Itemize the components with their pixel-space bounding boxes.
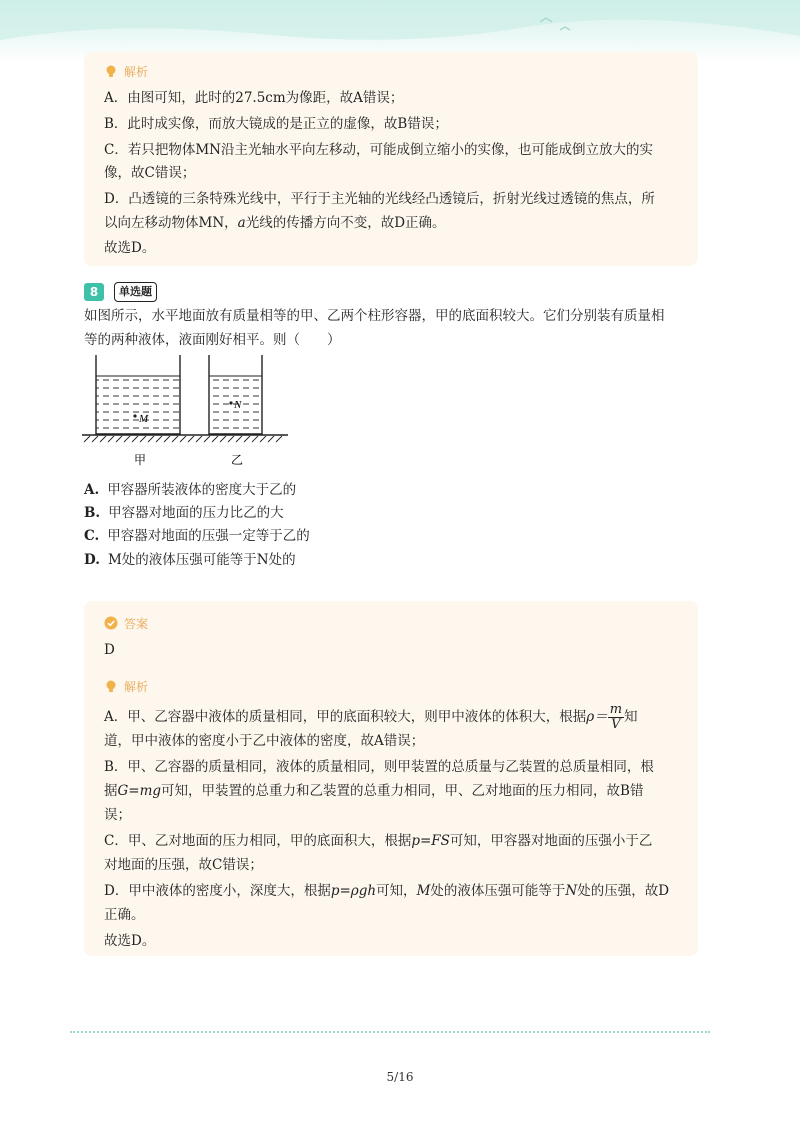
answer-card-q8 <box>84 601 698 956</box>
lightbulb-icon <box>104 679 118 693</box>
text-segment: 处的液体压强可能等于 <box>430 883 566 899</box>
option-a[interactable] <box>84 480 296 500</box>
option-c[interactable] <box>84 526 310 546</box>
option-text: 甲容器对地面的压强一定等于乙的 <box>107 528 310 544</box>
label-n: N <box>234 399 242 411</box>
text-segment: 处的压强，故D <box>577 883 670 899</box>
text-segment: A．甲、乙容器中液体的质量相同，甲的底面积较大，则甲中液体的体积大，根据 <box>104 709 587 725</box>
ground-hatch <box>84 436 282 442</box>
text-segment: C．甲、乙对地面的压力相同，甲的底面积大，根据 <box>104 833 412 849</box>
variable: M <box>416 883 431 899</box>
option-text: 甲容器对地面的压力比乙的大 <box>108 505 284 521</box>
analysis-line: B．甲、乙容器的质量相同，液体的质量相同，则甲装置的总质量与乙装置的总质量相同，根 <box>104 759 654 775</box>
answer-value: D <box>104 642 115 658</box>
text-segment: 可知，甲装置的总重力和乙装置的总重力相同，甲、乙对地面的压力相同，故B错 <box>161 783 644 799</box>
label-m: M <box>139 413 149 425</box>
option-key: A. <box>84 482 100 498</box>
analysis-heading <box>104 61 148 81</box>
answer-label: 答案 <box>124 616 149 631</box>
point-m <box>133 414 136 417</box>
conclusion-line: 故选D。 <box>104 240 156 256</box>
variable: N <box>565 883 578 899</box>
analysis-line: B．此时成实像，而放大镜成的是正立的虚像，故B错误； <box>104 116 448 132</box>
question-stem: 如图所示，水平地面放有质量相等的甲、乙两个柱形容器，甲的底面积较大。它们分别装有质量相 <box>84 308 665 324</box>
page-number: 5/16 <box>386 1070 414 1084</box>
option-key: C. <box>84 528 100 544</box>
analysis-label: 解析 <box>124 64 149 79</box>
text-segment: 光线的传播方向不变，故D正确。 <box>245 215 446 231</box>
answer-heading <box>104 613 148 633</box>
liquid-left <box>96 376 180 434</box>
analysis-line: 正确。 <box>104 907 145 923</box>
footer-divider <box>70 1031 710 1033</box>
label-yi: 乙 <box>231 453 244 467</box>
analysis-line: 像，故C错误； <box>104 165 196 181</box>
analysis-line <box>104 213 446 233</box>
question-type-tag: 单选题 <box>114 282 157 302</box>
containers-figure <box>82 352 292 467</box>
option-b[interactable] <box>84 503 284 523</box>
question-stem: 等的两种液体，液面刚好相平。则（ ） <box>84 332 341 348</box>
analysis-line <box>104 881 669 901</box>
analysis-line: 误； <box>104 807 131 823</box>
conclusion-line: 故选D。 <box>104 933 156 949</box>
text-segment: D．甲中液体的密度小，深度大，根据 <box>104 883 331 899</box>
analysis-line <box>104 703 638 732</box>
text-segment: 可知， <box>376 883 417 899</box>
fraction-numerator: m <box>609 702 623 717</box>
formula: p=ρgh <box>330 883 377 899</box>
text-segment: 据 <box>104 783 118 799</box>
option-text: M处的液体压强可能等于N处的 <box>107 552 296 568</box>
analysis-line <box>104 781 643 801</box>
option-key: B. <box>84 505 101 521</box>
lightbulb-icon <box>104 64 118 78</box>
analysis-label: 解析 <box>124 679 149 694</box>
option-d[interactable] <box>84 550 296 570</box>
fraction-denominator: V <box>611 717 621 732</box>
formula: ρ＝ <box>586 709 608 725</box>
option-text: 甲容器所装液体的密度大于乙的 <box>107 482 297 498</box>
analysis-line: C．若只把物体MN沿主光轴水平向左移动，可能成倒立缩小的实像，也可能成倒立放大的实 <box>104 142 653 158</box>
point-n <box>229 401 232 404</box>
analysis-line: 道，甲中液体的密度小于乙中液体的密度，故A错误； <box>104 733 425 749</box>
check-circle-icon <box>104 616 118 630</box>
fraction-m-over-v <box>608 703 624 732</box>
text-segment: 知 <box>624 709 638 725</box>
option-key: D. <box>84 552 100 568</box>
analysis-line: A．由图可知，此时的27.5cm为像距，故A错误； <box>104 90 404 106</box>
text-segment: 以向左移动物体MN， <box>104 215 238 231</box>
text-segment: 可知，甲容器对地面的压强小于乙 <box>449 833 653 849</box>
label-jia: 甲 <box>134 453 147 467</box>
analysis-heading <box>104 676 148 696</box>
formula: G=mg <box>117 783 162 799</box>
variable: a <box>237 215 246 231</box>
analysis-line <box>104 831 652 851</box>
analysis-line: 对地面的压强，故C错误； <box>104 857 263 873</box>
formula: p=FS <box>411 833 450 849</box>
analysis-line: D．凸透镜的三条特殊光线中，平行于主光轴的光线经凸透镜后，折射光线过透镜的焦点，所 <box>104 191 655 207</box>
question-number-badge: 8 <box>84 283 104 301</box>
